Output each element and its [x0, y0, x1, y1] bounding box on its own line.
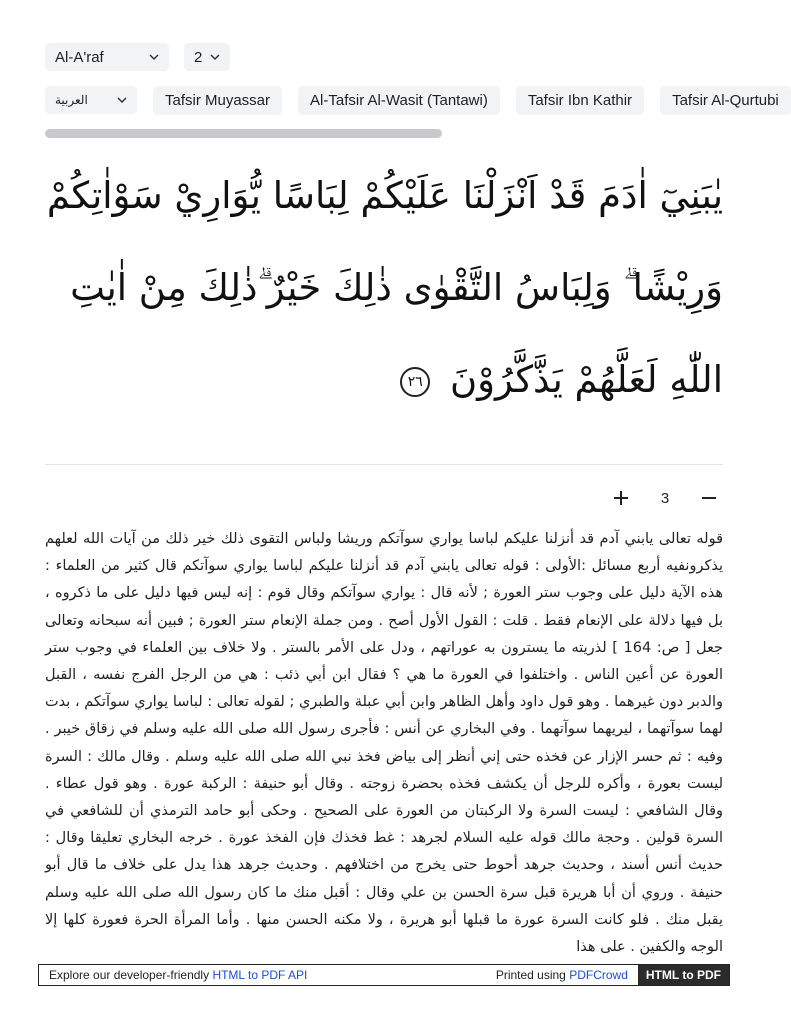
ayah-text	[45, 150, 723, 426]
language-select[interactable]	[45, 86, 137, 114]
ayah-select-value: 2	[194, 48, 203, 66]
tab-tafsir-ibn-kathir[interactable]: Tafsir Ibn Kathir	[516, 86, 644, 115]
tafsir-tabs	[153, 86, 779, 116]
pdfcrowd-link[interactable]: PDFCrowd	[569, 968, 628, 982]
footer-mid-text: Printed using	[495, 968, 566, 982]
footer-left-text: Explore our developer-friendly	[49, 968, 210, 982]
footer-mid	[496, 968, 638, 982]
footer-left	[39, 968, 496, 982]
surah-select-value: Al-A'raf	[55, 48, 104, 66]
minus-icon[interactable]	[698, 487, 720, 509]
plus-icon[interactable]	[610, 487, 632, 509]
chevron-down-icon	[117, 95, 127, 105]
font-size-controls	[610, 484, 720, 512]
pdfcrowd-footer	[38, 964, 730, 986]
ayah-verse: يٰبَنِيٓ اٰدَمَ قَدْ اَنْزَلْنَا عَلَيْكُمْ لِبَاسًا يُّوَارِيْ سَوْاٰتِكُمْ وَرِيْشًا ۗ وَلِبَاسُ التَّقْوٰى ذٰلِكَ خَيْرٌ ۗذٰلِكَ مِنْ اٰيٰتِ اللّٰهِ لَعَلَّهُمْ يَذَّكَّرُوْنَ	[46, 174, 723, 401]
tab-tafsir-al-wasit[interactable]: Al-Tafsir Al-Wasit (Tantawi)	[298, 86, 500, 115]
html-to-pdf-button[interactable]: HTML to PDF	[638, 965, 729, 985]
tab-tafsir-muyassar[interactable]: Tafsir Muyassar	[153, 86, 282, 115]
ayah-select[interactable]	[184, 43, 230, 71]
tafsir-text: قوله تعالى يابني آدم قد أنزلنا عليكم لباسا يواري سوآتكم وريشا ولباس التقوى ذلك خير ذلك من آيات الله لعلهم يذكرونفيه أربع مسائل :الأولى : قوله تعالى يابني آدم قد أنزلنا عليكم لباسا يواري سوآتكم قال كثير من العلماء : هذه الآية دليل على وجوب ستر العورة ; لأنه قال : يواري سوآتكم وقال قوم : إنه ليس فيها دليل على ما ذكروه ، بل فيها دلالة على الإنعام فقط . قلت : القول الأول أصح . ومن جملة الإنعام ستر العورة ; فبين أنه سبحانه وتعالى جعل [ ص: 164 ] لذريته ما يسترون به عوراتهم ، ودل على الأمر بالستر . ولا خلاف بين العلماء في وجوب ستر العورة عن أعين الناس . واختلفوا في العورة ما هي ؟ فقال ابن أبي ذئب : هي من الرجل الفرج نفسه ، القبل والدبر دون غيرهما . وهو قول داود وأهل الظاهر وابن أبي عبلة والطبري ; لقوله تعالى : لباسا يواري سوآتكم ، بدت لهما سوآتهما ، ليريهما سوآتهما . وفي البخاري عن أنس : فأجرى رسول الله صلى الله عليه وسلم في زقاق خيبر . وفيه : ثم حسر الإزار عن فخذه حتى إني أنظر إلى بياض فخذ نبي الله صلى الله عليه وسلم . وقال مالك : السرة ليست بعورة ، وأكره للرجل أن يكشف فخذه بحضرة زوجته . وقال أبو حنيفة : الركبة عورة . وهو قول عطاء . وقال الشافعي : ليست السرة ولا الركبتان من العورة على الصحيح . وحكى أبو حامد الترمذي أن للشافعي في السرة قولين . وحجة مالك قوله عليه السلام لجرهد : غط فخذك فإن الفخذ عورة . خرجه البخاري تعليقا وقال : حديث أنس أسند ، وحديث جرهد أحوط حتى يخرج من اختلافهم . وحديث جرهد هذا يدل على خلاف ما قال أبو حنيفة . وروي أن أبا هريرة قبل سرة الحسن بن علي وقال : أقبل منك ما كان رسول الله صلى الله عليه وسلم يقبل منك . فلو كانت السرة عورة ما قبلها أبو هريرة ، ولا مكنه الحسن منها . وأما المرأة الحرة فعورة كلها إلا الوجه والكفين . على هذا	[45, 531, 723, 956]
language-select-value: العربية	[55, 93, 88, 107]
font-size-value: 3	[660, 489, 670, 507]
html-to-pdf-api-link[interactable]: HTML to PDF API	[212, 968, 308, 982]
tab-tafsir-al-qurtubi[interactable]: Tafsir Al-Qurtubi	[660, 86, 791, 115]
tabs-scrollbar[interactable]	[45, 129, 442, 138]
surah-select[interactable]	[45, 43, 169, 71]
chevron-down-icon	[210, 52, 220, 62]
ayah-number-marker: ٢٦	[400, 367, 430, 397]
divider	[45, 464, 723, 465]
chevron-down-icon	[149, 52, 159, 62]
